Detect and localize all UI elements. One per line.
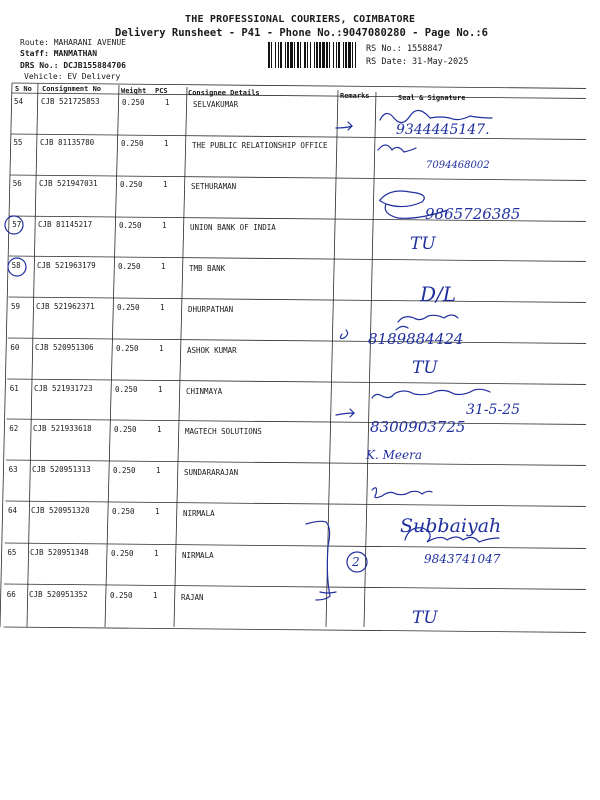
signature-phone-59: 8189884424 [368,330,464,348]
row-consignee: NIRMALA [183,509,215,518]
row-consignment-no: CJB 521962371 [36,302,95,311]
row-sno: 65 [7,548,17,557]
row-pcs: 1 [159,344,164,353]
remark-arrow [336,409,354,417]
row-sno: 62 [9,424,19,433]
row-consignee: ASHOK KUMAR [187,346,237,355]
row-pcs: 1 [156,466,161,475]
row-consignee: SUNDARARAJAN [184,468,239,477]
route-label: Route: MAHARANI AVENUE [20,38,126,47]
bracket-mark [306,521,336,600]
row-consignment-no: CJB 521947031 [39,179,98,188]
row-pcs: 1 [155,507,160,516]
row-weight: 0.250 [114,425,137,434]
document-title: THE PROFESSIONAL COURIERS, COIMBATORE [185,14,416,25]
row-consignee: NIRMALA [182,551,214,560]
row-weight: 0.250 [112,507,135,516]
row-consignee: MAGTECH SOLUTIONS [185,427,262,436]
row-pcs: 1 [165,98,170,107]
row-weight: 0.250 [116,344,139,353]
row-pcs: 1 [160,303,165,312]
drs-number: DRS No.: DCJB155884706 [20,61,126,70]
signature-date-61: 31-5-25 [466,402,520,418]
row-pcs: 1 [161,262,166,271]
staff-label: Staff: MANMATHAN [20,49,98,58]
remark-arrow [336,122,352,130]
row-consignee: UNION BANK OF INDIA [190,223,276,232]
signature-phone-65: 9843741047 [424,552,501,566]
row-consignee: CHINMAYA [186,387,223,396]
row-consignment-no: CJB 520951306 [35,343,94,352]
row-weight: 0.250 [110,591,133,600]
signature-phone-54: 9344445147. [396,122,490,138]
row-sno: 60 [10,343,20,352]
signature-scribble [372,389,490,398]
row-sno: 55 [13,138,23,147]
signature-phone-55: 7094468002 [426,160,490,171]
signature-initials-60: TU [412,358,438,378]
row-consignment-no: CJB 520951313 [32,465,91,474]
header-weight: Weight [121,87,147,95]
row-sno: 59 [11,302,21,311]
row-weight: 0.250 [119,221,142,230]
row-consignment-no: CJB 81145217 [38,220,93,229]
signature-initials-58: D/L [420,282,457,306]
row-circle [5,216,23,234]
row-weight: 0.250 [111,549,134,558]
row-sno: 61 [9,384,19,393]
row-consignee: SETHURAMAN [191,182,237,191]
signature-scribble [378,145,416,152]
row-pcs: 1 [158,385,163,394]
signature-name-64: Subbaiyah [400,515,502,537]
header-consignment: Consignment No [42,85,102,93]
rs-number: RS No.: 1558847 [366,44,443,54]
signature-phone-56: 9865726385 [425,205,521,223]
vehicle-label: Vehicle: EV Delivery [24,72,121,81]
row-consignment-no: CJB 81135780 [40,138,95,147]
row-consignment-no: CJB 521963179 [37,261,96,270]
signature-initials-57: TU [410,234,436,254]
row-consignee: SELVAKUMAR [193,100,239,109]
signature-scribble [380,110,492,122]
row-circle [8,258,26,276]
row-sno: 56 [12,179,22,188]
row-sno: 58 [11,261,21,270]
header-pcs: PCS [155,87,168,95]
row-consignment-no: CJB 521725853 [41,97,100,106]
signature-name-62: K. Meera [366,448,422,462]
row-sno: 64 [8,506,18,515]
header-consignee: Consignee Details [188,89,260,97]
row-pcs: 1 [162,221,167,230]
row-sno: 63 [8,465,18,474]
row-sno: 54 [14,97,24,106]
row-weight: 0.250 [113,466,136,475]
signature-scribble [396,315,458,330]
remark-arrow [340,330,347,339]
header-remarks: Remarks [340,92,370,100]
row-pcs: 1 [163,180,168,189]
row-weight: 0.250 [120,180,143,189]
row-consignee: TMB BANK [189,264,226,273]
row-consignee: RAJAN [181,593,204,602]
row-consignment-no: CJB 520951352 [29,590,88,599]
row-weight: 0.250 [118,262,141,271]
rs-date: RS Date: 31-May-2025 [366,57,469,67]
row-weight: 0.250 [115,385,138,394]
signature-scribble [372,488,432,498]
row-consignment-no: CJB 521933618 [33,424,92,433]
row-pcs: 1 [164,139,169,148]
row-pcs: 1 [154,549,159,558]
signature-phone-61: 8300903725 [370,418,466,436]
signature-initials-66: TU [412,608,438,628]
header-sno: S No [15,85,32,93]
document-subtitle: Delivery Runsheet - P41 - Phone No.:9047080280 - Page No.:6 [115,27,488,39]
circled-number-65: 2 [352,555,360,569]
row-weight: 0.250 [117,303,140,312]
row-sno: 57 [12,220,22,229]
row-consignee: DHURPATHAN [188,305,234,314]
row-consignment-no: CJB 520951348 [30,548,89,557]
row-weight: 0.250 [121,139,144,148]
row-consignment-no: CJB 520951320 [31,506,90,515]
row-weight: 0.250 [122,98,145,107]
header-seal-signature: Seal & Signature [398,94,466,102]
row-consignee: THE PUBLIC RELATIONSHIP OFFICE [192,141,328,150]
row-pcs: 1 [153,591,158,600]
row-consignment-no: CJB 521931723 [34,384,93,393]
row-sno: 66 [6,590,16,599]
row-pcs: 1 [157,425,162,434]
